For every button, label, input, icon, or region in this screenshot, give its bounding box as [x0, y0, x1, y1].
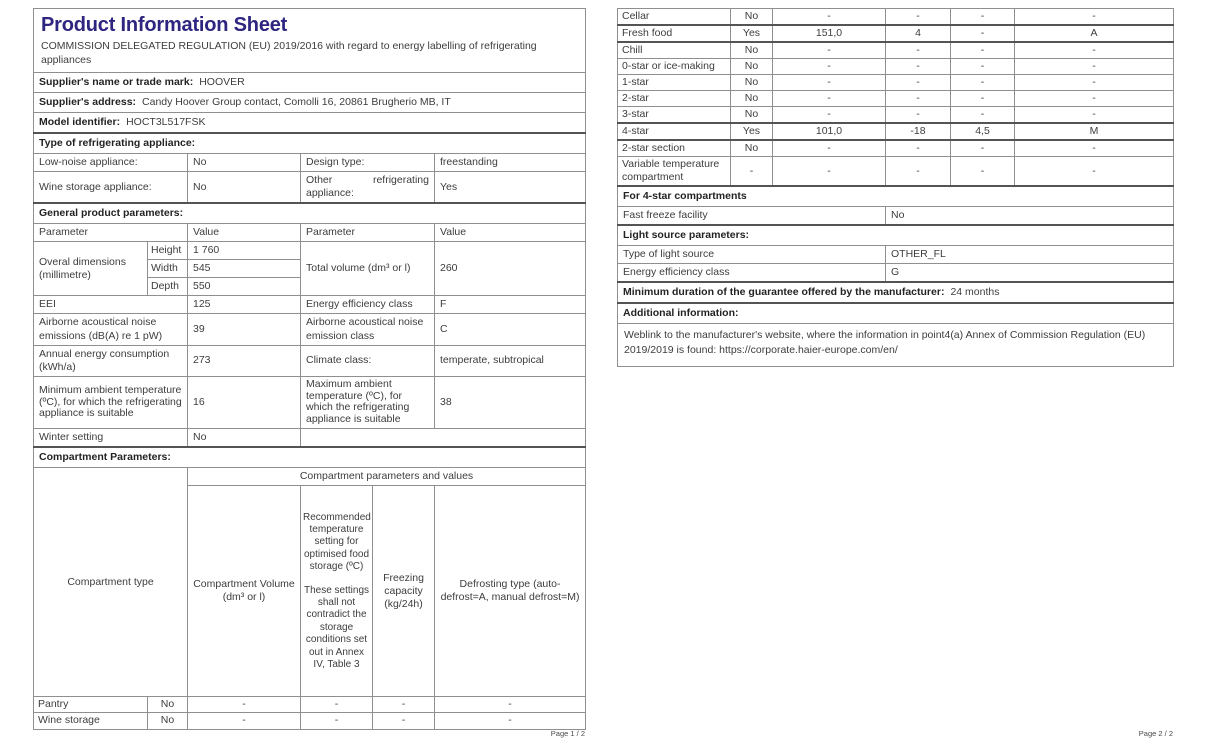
guarantee-label: Minimum duration of the guarantee offered by the manufacturer: — [623, 286, 945, 299]
supplier-name-row — [34, 73, 586, 93]
model-identifier-cell — [34, 113, 586, 134]
compartment-type-cell: Pantry — [34, 697, 148, 713]
compartment-defrosting-cell: - — [1015, 107, 1174, 124]
compartment-group-header: Compartment parameters and values — [188, 468, 586, 486]
column-header-row — [34, 224, 586, 242]
four-star-section-header-row — [618, 186, 1174, 207]
temperature-header-line1: Recommended temperature setting for optimised food storage (ºC) — [303, 511, 371, 573]
param-cell: Climate class: — [301, 345, 435, 376]
compartment-present-cell: No — [731, 42, 773, 59]
empty-cell — [301, 429, 586, 448]
compartment-freezing-cell: 4,5 — [951, 123, 1015, 140]
table-row — [34, 376, 586, 429]
compartment-freezing-cell: - — [951, 91, 1015, 107]
compartment-temperature-cell: - — [886, 140, 951, 157]
compartment-freezing-cell: - — [951, 107, 1015, 124]
freezing-capacity-header: Freezing capacity (kg/24h) — [373, 486, 435, 697]
product-info-table-page1 — [33, 8, 586, 730]
param-cell: Other refrigerating appliance: — [301, 172, 435, 204]
light-source-type-label: Type of light source — [618, 246, 886, 264]
light-source-class-value: G — [886, 264, 1174, 283]
total-volume-value: 260 — [435, 242, 586, 296]
param-cell: Maximum ambient temperature (ºC), for which the refrigerating appliance is suitable — [301, 376, 435, 429]
supplier-name-value: HOOVER — [199, 76, 245, 89]
dimension-height-label: Height — [148, 242, 188, 260]
param-cell: Energy efficiency class — [301, 296, 435, 314]
param-cell: Airborne acoustical noise emissions (dB(A) re 1 pW) — [34, 314, 188, 345]
compartment-temperature-cell: - — [301, 697, 373, 713]
regulation-subtitle: COMMISSION DELEGATED REGULATION (EU) 2019/2016 with regard to energy labelling of refrigerating appliances — [41, 40, 537, 66]
compartment-freezing-cell: - — [951, 59, 1015, 75]
compartment-row — [34, 697, 586, 713]
compartment-row — [618, 25, 1174, 42]
compartment-volume-cell: - — [188, 713, 301, 729]
compartment-temperature-cell: - — [886, 75, 951, 91]
compartment-present-cell: - — [731, 157, 773, 187]
compartment-defrosting-cell: - — [435, 713, 586, 729]
compartment-volume-cell: 151,0 — [773, 25, 886, 42]
general-section-header-row — [34, 203, 586, 224]
compartment-volume-cell: - — [773, 107, 886, 124]
param-cell: Low-noise appliance: — [34, 154, 188, 172]
compartment-type-cell: 1-star — [618, 75, 731, 91]
compartment-defrosting-cell: - — [1015, 140, 1174, 157]
additional-info-header-row — [618, 303, 1174, 324]
four-star-section-header: For 4-star compartments — [618, 186, 1174, 207]
guarantee-row — [618, 282, 1174, 303]
compartment-temperature-cell: - — [886, 59, 951, 75]
table-row — [34, 429, 586, 448]
compartment-volume-cell: - — [773, 157, 886, 187]
param-cell: Wine storage appliance: — [34, 172, 188, 204]
value-cell: F — [435, 296, 586, 314]
compartment-present-cell: Yes — [731, 123, 773, 140]
compartment-row — [618, 107, 1174, 124]
model-identifier-value: HOCT3L517FSK — [126, 116, 206, 129]
guarantee-value: 24 months — [950, 286, 1000, 299]
compartment-section-header-row — [34, 447, 586, 468]
value-cell: 38 — [435, 376, 586, 429]
table-row — [34, 314, 586, 345]
compartment-defrosting-cell: - — [1015, 9, 1174, 26]
light-source-row — [618, 264, 1174, 283]
compartment-row — [618, 91, 1174, 107]
column-header: Value — [188, 224, 301, 242]
compartment-type-cell: 2-star section — [618, 140, 731, 157]
compartment-temperature-header — [301, 486, 373, 697]
light-source-row — [618, 246, 1174, 264]
compartment-present-cell: No — [731, 91, 773, 107]
compartment-volume-cell: - — [773, 59, 886, 75]
value-cell: C — [435, 314, 586, 345]
page-2 — [617, 8, 1173, 367]
compartment-defrosting-cell: - — [1015, 75, 1174, 91]
compartment-volume-cell: - — [773, 9, 886, 26]
compartment-temperature-cell: - — [886, 42, 951, 59]
compartment-type-cell: Variable temperature compartment — [618, 157, 731, 187]
compartment-freezing-cell: - — [951, 140, 1015, 157]
column-header: Parameter — [34, 224, 188, 242]
compartment-type-cell: 4-star — [618, 123, 731, 140]
compartment-present-cell: No — [731, 59, 773, 75]
param-cell: Annual energy consumption (kWh/a) — [34, 345, 188, 376]
supplier-name-cell — [34, 73, 586, 93]
compartment-defrosting-cell: - — [435, 697, 586, 713]
compartment-type-cell: Wine storage — [34, 713, 148, 729]
compartment-defrosting-cell: - — [1015, 157, 1174, 187]
compartment-temperature-cell: - — [886, 107, 951, 124]
param-cell: Minimum ambient temperature (ºC), for which the refrigerating appliance is suitable — [34, 376, 188, 429]
compartment-volume-cell: - — [773, 140, 886, 157]
value-cell: 273 — [188, 345, 301, 376]
page-1 — [33, 8, 585, 730]
light-source-class-label: Energy efficiency class — [618, 264, 886, 283]
compartment-volume-cell: - — [188, 697, 301, 713]
dimension-depth-value: 550 — [188, 278, 301, 296]
type-section-header: Type of refrigerating appliance: — [34, 133, 586, 154]
value-cell: freestanding — [435, 154, 586, 172]
compartment-type-cell: Chill — [618, 42, 731, 59]
compartment-type-cell: 0-star or ice-making — [618, 59, 731, 75]
total-volume-label: Total volume (dm³ or l) — [301, 242, 435, 296]
dimensions-label-cell: Overal dimensions (millimetre) — [34, 242, 148, 296]
compartment-row — [618, 123, 1174, 140]
additional-info-header: Additional information: — [618, 303, 1174, 324]
compartment-volume-cell: - — [773, 42, 886, 59]
compartment-freezing-cell: - — [951, 9, 1015, 26]
light-source-section-header-row — [618, 225, 1174, 246]
value-cell: 16 — [188, 376, 301, 429]
compartment-defrosting-cell: - — [1015, 42, 1174, 59]
compartment-freezing-cell: - — [951, 42, 1015, 59]
fast-freeze-value: No — [886, 207, 1174, 226]
defrosting-type-header: Defrosting type (auto-defrost=A, manual defrost=M) — [435, 486, 586, 697]
light-source-type-value: OTHER_FL — [886, 246, 1174, 264]
fast-freeze-row — [618, 207, 1174, 226]
compartment-temperature-cell: - — [886, 9, 951, 26]
column-header: Value — [435, 224, 586, 242]
dimension-width-value: 545 — [188, 260, 301, 278]
temperature-header-line2: These settings shall not contradict the storage conditions set out in Annex IV, Table 3 — [303, 584, 370, 670]
supplier-address-row — [34, 93, 586, 113]
compartment-type-cell: Fresh food — [618, 25, 731, 42]
page-2-footer: Page 2 / 2 — [1138, 729, 1173, 738]
compartment-temperature-cell: -18 — [886, 123, 951, 140]
value-cell: 125 — [188, 296, 301, 314]
compartment-group-header-row — [34, 468, 586, 486]
compartment-row — [618, 75, 1174, 91]
product-info-table-page2 — [617, 8, 1174, 367]
compartment-present-cell: No — [731, 140, 773, 157]
compartment-type-cell: Cellar — [618, 9, 731, 26]
table-row — [34, 154, 586, 172]
fast-freeze-label: Fast freeze facility — [618, 207, 886, 226]
value-cell: temperate, subtropical — [435, 345, 586, 376]
type-section-header-row — [34, 133, 586, 154]
dimension-width-label: Width — [148, 260, 188, 278]
compartment-row — [618, 59, 1174, 75]
compartment-freezing-cell: - — [951, 25, 1015, 42]
weblink-text: Weblink to the manufacturer's website, where the information in point4(a) Annex of Commission Regulation (EU) 2019/2019 is found: https://corporate.haier-europe.com/en/ — [618, 324, 1174, 367]
table-row — [34, 296, 586, 314]
value-cell: Yes — [435, 172, 586, 204]
supplier-address-label: Supplier's address: — [39, 96, 137, 109]
compartment-temperature-cell: - — [301, 713, 373, 729]
param-cell: Airborne acoustical noise emission class — [301, 314, 435, 345]
table-row — [34, 172, 586, 204]
table-row — [34, 345, 586, 376]
compartment-temperature-cell: - — [886, 91, 951, 107]
compartment-row — [618, 140, 1174, 157]
column-header: Parameter — [301, 224, 435, 242]
supplier-address-cell — [34, 93, 586, 113]
model-identifier-label: Model identifier: — [39, 116, 121, 129]
compartment-temperature-cell: 4 — [886, 25, 951, 42]
compartment-row — [34, 713, 586, 729]
title-row — [34, 9, 586, 73]
weblink-row — [618, 324, 1174, 367]
model-identifier-row — [34, 113, 586, 134]
compartment-present-cell: No — [731, 75, 773, 91]
compartment-volume-cell: - — [773, 75, 886, 91]
title-cell — [34, 9, 586, 73]
supplier-address-value: Candy Hoover Group contact, Comolli 16, 20861 Brugherio MB, IT — [142, 96, 451, 109]
param-cell: EEI — [34, 296, 188, 314]
dimensions-row — [34, 242, 586, 260]
compartment-defrosting-cell: A — [1015, 25, 1174, 42]
compartment-defrosting-cell: M — [1015, 123, 1174, 140]
compartment-volume-header: Compartment Volume (dm³ or l) — [188, 486, 301, 697]
param-cell: Design type: — [301, 154, 435, 172]
value-cell: 39 — [188, 314, 301, 345]
compartment-volume-cell: 101,0 — [773, 123, 886, 140]
compartment-present-cell: No — [148, 697, 188, 713]
compartment-type-cell: 3-star — [618, 107, 731, 124]
compartment-defrosting-cell: - — [1015, 91, 1174, 107]
compartment-present-cell: No — [731, 9, 773, 26]
compartment-volume-cell: - — [773, 91, 886, 107]
dimension-height-value: 1 760 — [188, 242, 301, 260]
compartment-type-header: Compartment type — [34, 468, 188, 697]
compartment-row — [618, 9, 1174, 26]
compartment-row — [618, 42, 1174, 59]
compartment-defrosting-cell: - — [1015, 59, 1174, 75]
dimension-depth-label: Depth — [148, 278, 188, 296]
general-section-header: General product parameters: — [34, 203, 586, 224]
compartment-freezing-cell: - — [951, 75, 1015, 91]
compartment-freezing-cell: - — [373, 697, 435, 713]
compartment-present-cell: No — [148, 713, 188, 729]
param-cell: Winter setting — [34, 429, 188, 448]
value-cell: No — [188, 429, 301, 448]
compartment-temperature-cell: - — [886, 157, 951, 187]
value-cell: No — [188, 172, 301, 204]
compartment-row — [618, 157, 1174, 187]
compartment-freezing-cell: - — [951, 157, 1015, 187]
guarantee-cell — [618, 282, 1174, 303]
light-source-section-header: Light source parameters: — [618, 225, 1174, 246]
compartment-present-cell: No — [731, 107, 773, 124]
page-1-footer: Page 1 / 2 — [550, 729, 585, 738]
page-title: Product Information Sheet — [41, 14, 288, 36]
supplier-name-label: Supplier's name or trade mark: — [39, 76, 194, 89]
value-cell: No — [188, 154, 301, 172]
compartment-type-cell: 2-star — [618, 91, 731, 107]
compartment-section-header: Compartment Parameters: — [34, 447, 586, 468]
compartment-freezing-cell: - — [373, 713, 435, 729]
compartment-present-cell: Yes — [731, 25, 773, 42]
